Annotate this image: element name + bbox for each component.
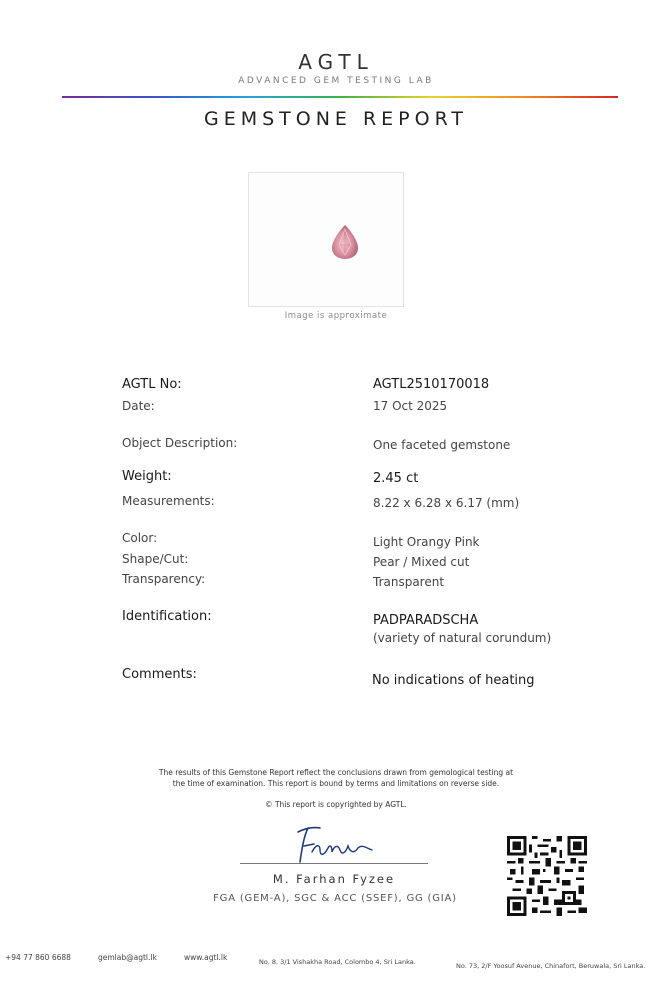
- object-description-value: One faceted gemstone: [373, 438, 511, 452]
- report-title: GEMSTONE REPORT: [203, 108, 469, 130]
- comments-value: No indications of heating: [372, 673, 535, 688]
- handwritten-signature: [290, 822, 380, 868]
- color-label: Color:: [122, 531, 158, 545]
- identification-note: (variety of natural corundum): [373, 631, 552, 645]
- weight-label: Weight:: [122, 469, 172, 484]
- footer-address-colombo: No. 8, 3/1 Vishakha Road, Colombo 4, Sri Lanka.: [259, 958, 416, 966]
- date-value: 17 Oct 2025: [373, 399, 448, 413]
- measurements-value: 8.22 x 6.28 x 6.17 (mm): [373, 496, 520, 510]
- disclaimer-line-1: The results of this Gemstone Report reflect the conclusions drawn from gemological testing at: [158, 768, 514, 777]
- transparency-label: Transparency:: [122, 572, 206, 586]
- footer-phone[interactable]: +94 77 860 6688: [5, 953, 71, 962]
- image-caption: Image is approximate: [284, 311, 388, 321]
- agtl-no-label: AGTL No:: [122, 377, 182, 392]
- object-description-label: Object Description:: [122, 436, 238, 450]
- footer-website[interactable]: www.agtl.lk: [184, 953, 228, 962]
- gem-photo-frame: [248, 172, 404, 307]
- date-label: Date:: [122, 399, 155, 413]
- qr-code[interactable]: [507, 836, 587, 916]
- shape-cut-value: Pear / Mixed cut: [373, 555, 470, 569]
- lab-full-name: ADVANCED GEM TESTING LAB: [238, 76, 434, 86]
- identification-value: PADPARADSCHA: [373, 613, 479, 628]
- signatory-credentials: FGA (GEM-A), SGC & ACC (SSEF), GG (GIA): [213, 893, 457, 904]
- comments-label: Comments:: [122, 667, 197, 682]
- gemstone-image: [329, 223, 361, 261]
- identification-label: Identification:: [122, 609, 212, 624]
- footer-address-beruwala: No. 73, 2/F Yoosuf Avenue, Chinafort, Beruwala, Sri Lanka.: [456, 962, 646, 970]
- agtl-no-value: AGTL2510170018: [373, 377, 490, 392]
- color-value: Light Orangy Pink: [373, 535, 480, 549]
- footer-email[interactable]: gemlab@agtl.lk: [98, 953, 157, 962]
- disclaimer-line-2: the time of examination. This report is bound by terms and limitations on reverse side.: [172, 779, 500, 788]
- transparency-value: Transparent: [373, 575, 445, 589]
- copyright-notice: © This report is copyrighted by AGTL.: [265, 800, 407, 809]
- signature-line: [240, 863, 428, 864]
- signatory-name: M. Farhan Fyzee: [272, 872, 396, 886]
- weight-value: 2.45 ct: [373, 471, 419, 486]
- lab-logo: AGTL: [298, 50, 374, 74]
- measurements-label: Measurements:: [122, 494, 215, 508]
- shape-cut-label: Shape/Cut:: [122, 552, 189, 566]
- rainbow-divider: [62, 96, 618, 98]
